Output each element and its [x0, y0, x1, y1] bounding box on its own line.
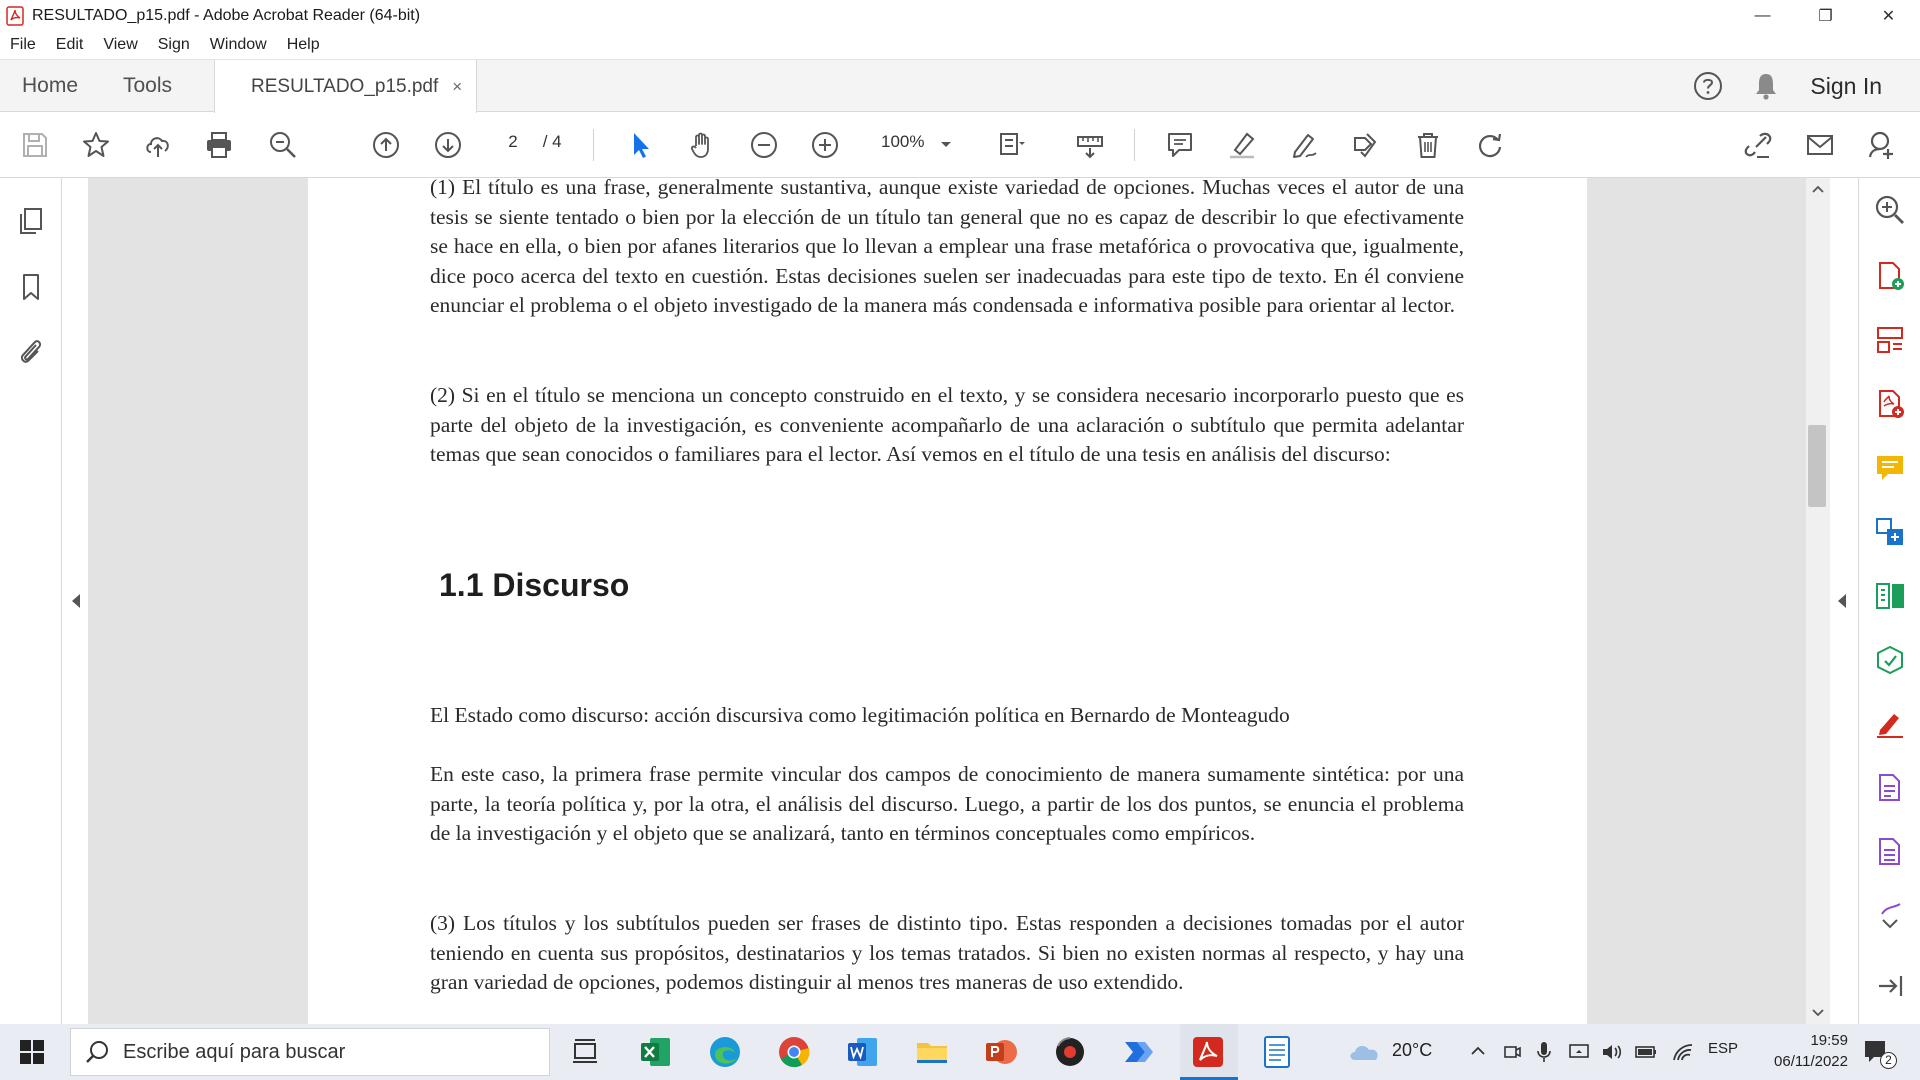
example-title: El Estado como discurso: acción discursiva como legitimación política en Bernardo de Monteagudo [430, 703, 1290, 727]
tab-home[interactable]: Home [22, 74, 79, 97]
tab-bar [0, 60, 1920, 112]
collapse-left-pane-icon[interactable] [72, 594, 80, 608]
paragraph-2: (2) Si en el título se menciona un concepto construido en el texto, y se considera necesario incorporarlo puesto que es parte del objeto de la investigación, es conveniente acompañarlo de una aclaración o subtítulo que permita adelantar temas que sean conocidos o familiares para el lector. Así vemos en el título de una tesis en análisis del discurso: [430, 383, 1464, 467]
word-icon[interactable] [845, 1034, 881, 1070]
export-pdf-icon[interactable] [1874, 388, 1906, 420]
organize-pages-icon[interactable] [1874, 324, 1906, 356]
pdf-page [308, 178, 1587, 1024]
paperclip-icon[interactable] [16, 336, 46, 366]
select-tool-button[interactable] [622, 127, 658, 163]
comment-icon [1165, 130, 1195, 160]
help-icon[interactable] [1692, 70, 1724, 102]
zoom-in-button[interactable] [807, 127, 843, 163]
scroll-up-icon[interactable] [1811, 184, 1825, 194]
combine-files-icon[interactable] [1874, 516, 1906, 548]
scrollbar-thumb[interactable] [1808, 425, 1826, 507]
edge-browser-icon[interactable] [707, 1034, 743, 1070]
zoom-dropdown-button[interactable] [928, 127, 964, 163]
optimize-pdf-icon[interactable] [1874, 836, 1906, 868]
show-hidden-icons-icon[interactable] [1470, 1044, 1486, 1058]
zoom-out-button[interactable] [746, 127, 782, 163]
weather-cloud-icon[interactable] [1346, 1040, 1384, 1064]
page-thumbnails-icon[interactable] [16, 206, 46, 236]
section-heading: 1.1 Discurso [439, 567, 630, 603]
printer-icon [204, 130, 234, 160]
tab-document-label: RESULTADO_p15.pdf [251, 75, 439, 97]
microphone-icon[interactable] [1536, 1040, 1552, 1064]
edit-text-button[interactable] [1348, 127, 1384, 163]
taskbar-search-box[interactable] [70, 1028, 550, 1076]
zoom-in-magnifier-icon[interactable] [1874, 194, 1906, 226]
cursor-arrow-icon [625, 130, 655, 160]
system-clock[interactable] [1752, 1030, 1848, 1072]
create-pdf-icon[interactable] [1874, 260, 1906, 292]
zoom-search-icon [268, 130, 298, 160]
total-pages-label: / 4 [542, 132, 562, 151]
media-app-icon[interactable] [1052, 1034, 1088, 1070]
clock-time: 19:59 [1810, 1032, 1848, 1049]
toolbar-separator [1134, 129, 1135, 161]
notification-count-badge: 2 [1880, 1052, 1897, 1069]
close-tab-icon[interactable]: × [452, 76, 463, 96]
notifications-bell-icon[interactable] [1752, 71, 1780, 101]
previous-page-button[interactable] [368, 127, 404, 163]
wifi-icon[interactable] [1670, 1042, 1694, 1062]
save-button[interactable] [17, 127, 53, 163]
hand-tool-button[interactable] [684, 127, 720, 163]
compare-files-icon[interactable] [1874, 580, 1906, 612]
save-icon [20, 130, 50, 160]
menu-view[interactable]: View [103, 36, 138, 53]
find-button[interactable] [265, 127, 301, 163]
highlighter-icon [1227, 130, 1257, 160]
expand-right-pane-icon[interactable] [1838, 594, 1846, 608]
volume-icon[interactable] [1600, 1042, 1624, 1062]
tools-pane [1858, 178, 1920, 1024]
pen-draw-icon [1289, 130, 1319, 160]
chevron-down-icon [931, 130, 961, 160]
menu-window[interactable]: Window [209, 36, 267, 53]
windows-start-icon[interactable] [20, 1040, 44, 1064]
battery-icon[interactable] [1634, 1044, 1658, 1060]
hand-icon [687, 130, 717, 160]
notepad-icon[interactable] [1259, 1034, 1295, 1070]
collapse-tools-icon[interactable] [1874, 970, 1906, 1002]
title-bar [0, 0, 1920, 31]
delete-button[interactable] [1410, 127, 1446, 163]
tab-document[interactable] [214, 60, 477, 113]
bookmark-star-button[interactable] [78, 127, 114, 163]
menu-edit[interactable]: Edit [55, 36, 84, 53]
toolbar [0, 113, 1920, 178]
highlight-button[interactable] [1224, 127, 1260, 163]
draw-button[interactable] [1286, 127, 1322, 163]
menu-sign[interactable]: Sign [157, 36, 190, 53]
left-navigation-pane [0, 178, 62, 1024]
rotate-button[interactable] [1472, 127, 1508, 163]
scroll-down-icon[interactable] [1811, 1008, 1825, 1018]
paragraph-1: (1) El título es una frase, generalmente sustantiva, aunque existe variedad de opciones. Muchas veces el autor de una tesis se siente tentado o bien por la elección de un título tan general que no es capaz de describir lo que efectivamente se hace en ella, o bien por afanes literarios que lo llevan a emplear una frase metafórica o provocativa que, igualmente, dice poco acerca del texto en cuestión. Estas decisiones suelen ser inadecuadas para este tipo de texto. En él conviene enunciar el problema o el objeto investigado de la manera más condensada e informativa posible para orientar al lector. [430, 178, 1464, 318]
current-page-input[interactable]: 2 [508, 132, 518, 151]
page-display-button[interactable] [995, 127, 1031, 163]
page-number-field[interactable] [496, 132, 562, 152]
comment-button[interactable] [1162, 127, 1198, 163]
plus-circle-icon [810, 130, 840, 160]
device-icon[interactable] [1568, 1042, 1590, 1062]
menu-bar [0, 31, 1920, 60]
edit-pdf-icon [1351, 130, 1381, 160]
weather-temperature[interactable]: 20°C [1392, 1040, 1433, 1060]
file-explorer-icon[interactable] [914, 1034, 950, 1070]
upload-button[interactable] [140, 127, 176, 163]
input-language[interactable]: ESP [1708, 1040, 1739, 1057]
link-icon [1743, 130, 1773, 160]
arrow-up-circle-icon [371, 130, 401, 160]
comment-tool-icon[interactable] [1874, 452, 1906, 484]
star-icon [81, 130, 111, 160]
menu-help[interactable]: Help [286, 36, 320, 53]
paragraph-3: En este caso, la primera frase permite vincular dos campos de conocimiento de manera sumamente sintética: por una parte, la teoría política y, por la otra, el análisis del discurso. Luego, a partir de los dos puntos, se enuncia el problema de la investigación y el objeto que se analizará, tanto en términos conceptuales como empíricos. [430, 762, 1464, 846]
menu-file[interactable]: File [10, 36, 36, 53]
cloud-upload-icon [143, 130, 173, 160]
share-link-button[interactable] [1740, 127, 1776, 163]
measure-button[interactable] [1072, 127, 1108, 163]
sign-in-button[interactable]: Sign In [1810, 72, 1882, 99]
email-button[interactable] [1802, 127, 1838, 163]
ruler-icon [1075, 130, 1105, 160]
task-view-icon[interactable] [567, 1034, 603, 1070]
next-page-button[interactable] [430, 127, 466, 163]
print-button[interactable] [201, 127, 237, 163]
chrome-browser-icon[interactable] [776, 1034, 812, 1070]
window-title: RESULTADO_p15.pdf - Adobe Acrobat Reader (64-bit) [32, 6, 421, 24]
search-placeholder: Escribe aquí para buscar [123, 1040, 346, 1063]
search-icon [85, 1039, 111, 1065]
fill-and-sign-icon[interactable] [1874, 708, 1906, 740]
protect-pdf-icon[interactable] [1874, 772, 1906, 804]
close-window-button[interactable]: ✕ [1881, 7, 1896, 25]
toolbar-separator [593, 129, 594, 161]
acrobat-reader-taskbar-icon[interactable] [1190, 1034, 1226, 1070]
canvas-margin-left [88, 178, 308, 1024]
arrow-down-circle-icon [433, 130, 463, 160]
paragraph-4: (3) Los títulos y los subtítulos pueden ser frases de distinto tipo. Estas responden a decisiones tomadas por el autor teniendo en cuenta sus propósitos, destinatarios y los temas tratados. Si bien no existen normas al respecto, y hay una gran variedad de opciones, podemos distinguir al menos tres maneras de uso extendido. [430, 911, 1464, 995]
rotate-icon [1475, 130, 1505, 160]
minimize-button[interactable]: — [1754, 6, 1771, 24]
vertical-scrollbar[interactable] [1806, 178, 1830, 1024]
share-user-button[interactable] [1864, 127, 1900, 163]
bookmark-icon[interactable] [16, 272, 46, 302]
tab-tools[interactable]: Tools [123, 74, 173, 97]
mail-icon [1805, 130, 1835, 160]
acrobat-icon [6, 6, 24, 26]
trash-icon [1413, 130, 1443, 160]
power-automate-icon[interactable] [1121, 1034, 1157, 1070]
scan-ocr-icon[interactable] [1874, 644, 1906, 676]
minus-circle-icon [749, 130, 779, 160]
clock-date: 06/11/2022 [1774, 1053, 1848, 1070]
restore-button[interactable]: ❐ [1818, 7, 1833, 25]
add-person-icon [1867, 130, 1897, 160]
meet-now-icon[interactable] [1502, 1042, 1522, 1062]
zoom-level-field[interactable]: 100% [881, 132, 925, 151]
more-tools-chevron-icon[interactable] [1874, 900, 1906, 932]
powerpoint-icon[interactable] [983, 1034, 1019, 1070]
fit-page-icon [998, 130, 1028, 160]
canvas-margin-right [1587, 178, 1807, 1024]
excel-icon[interactable] [638, 1034, 674, 1070]
